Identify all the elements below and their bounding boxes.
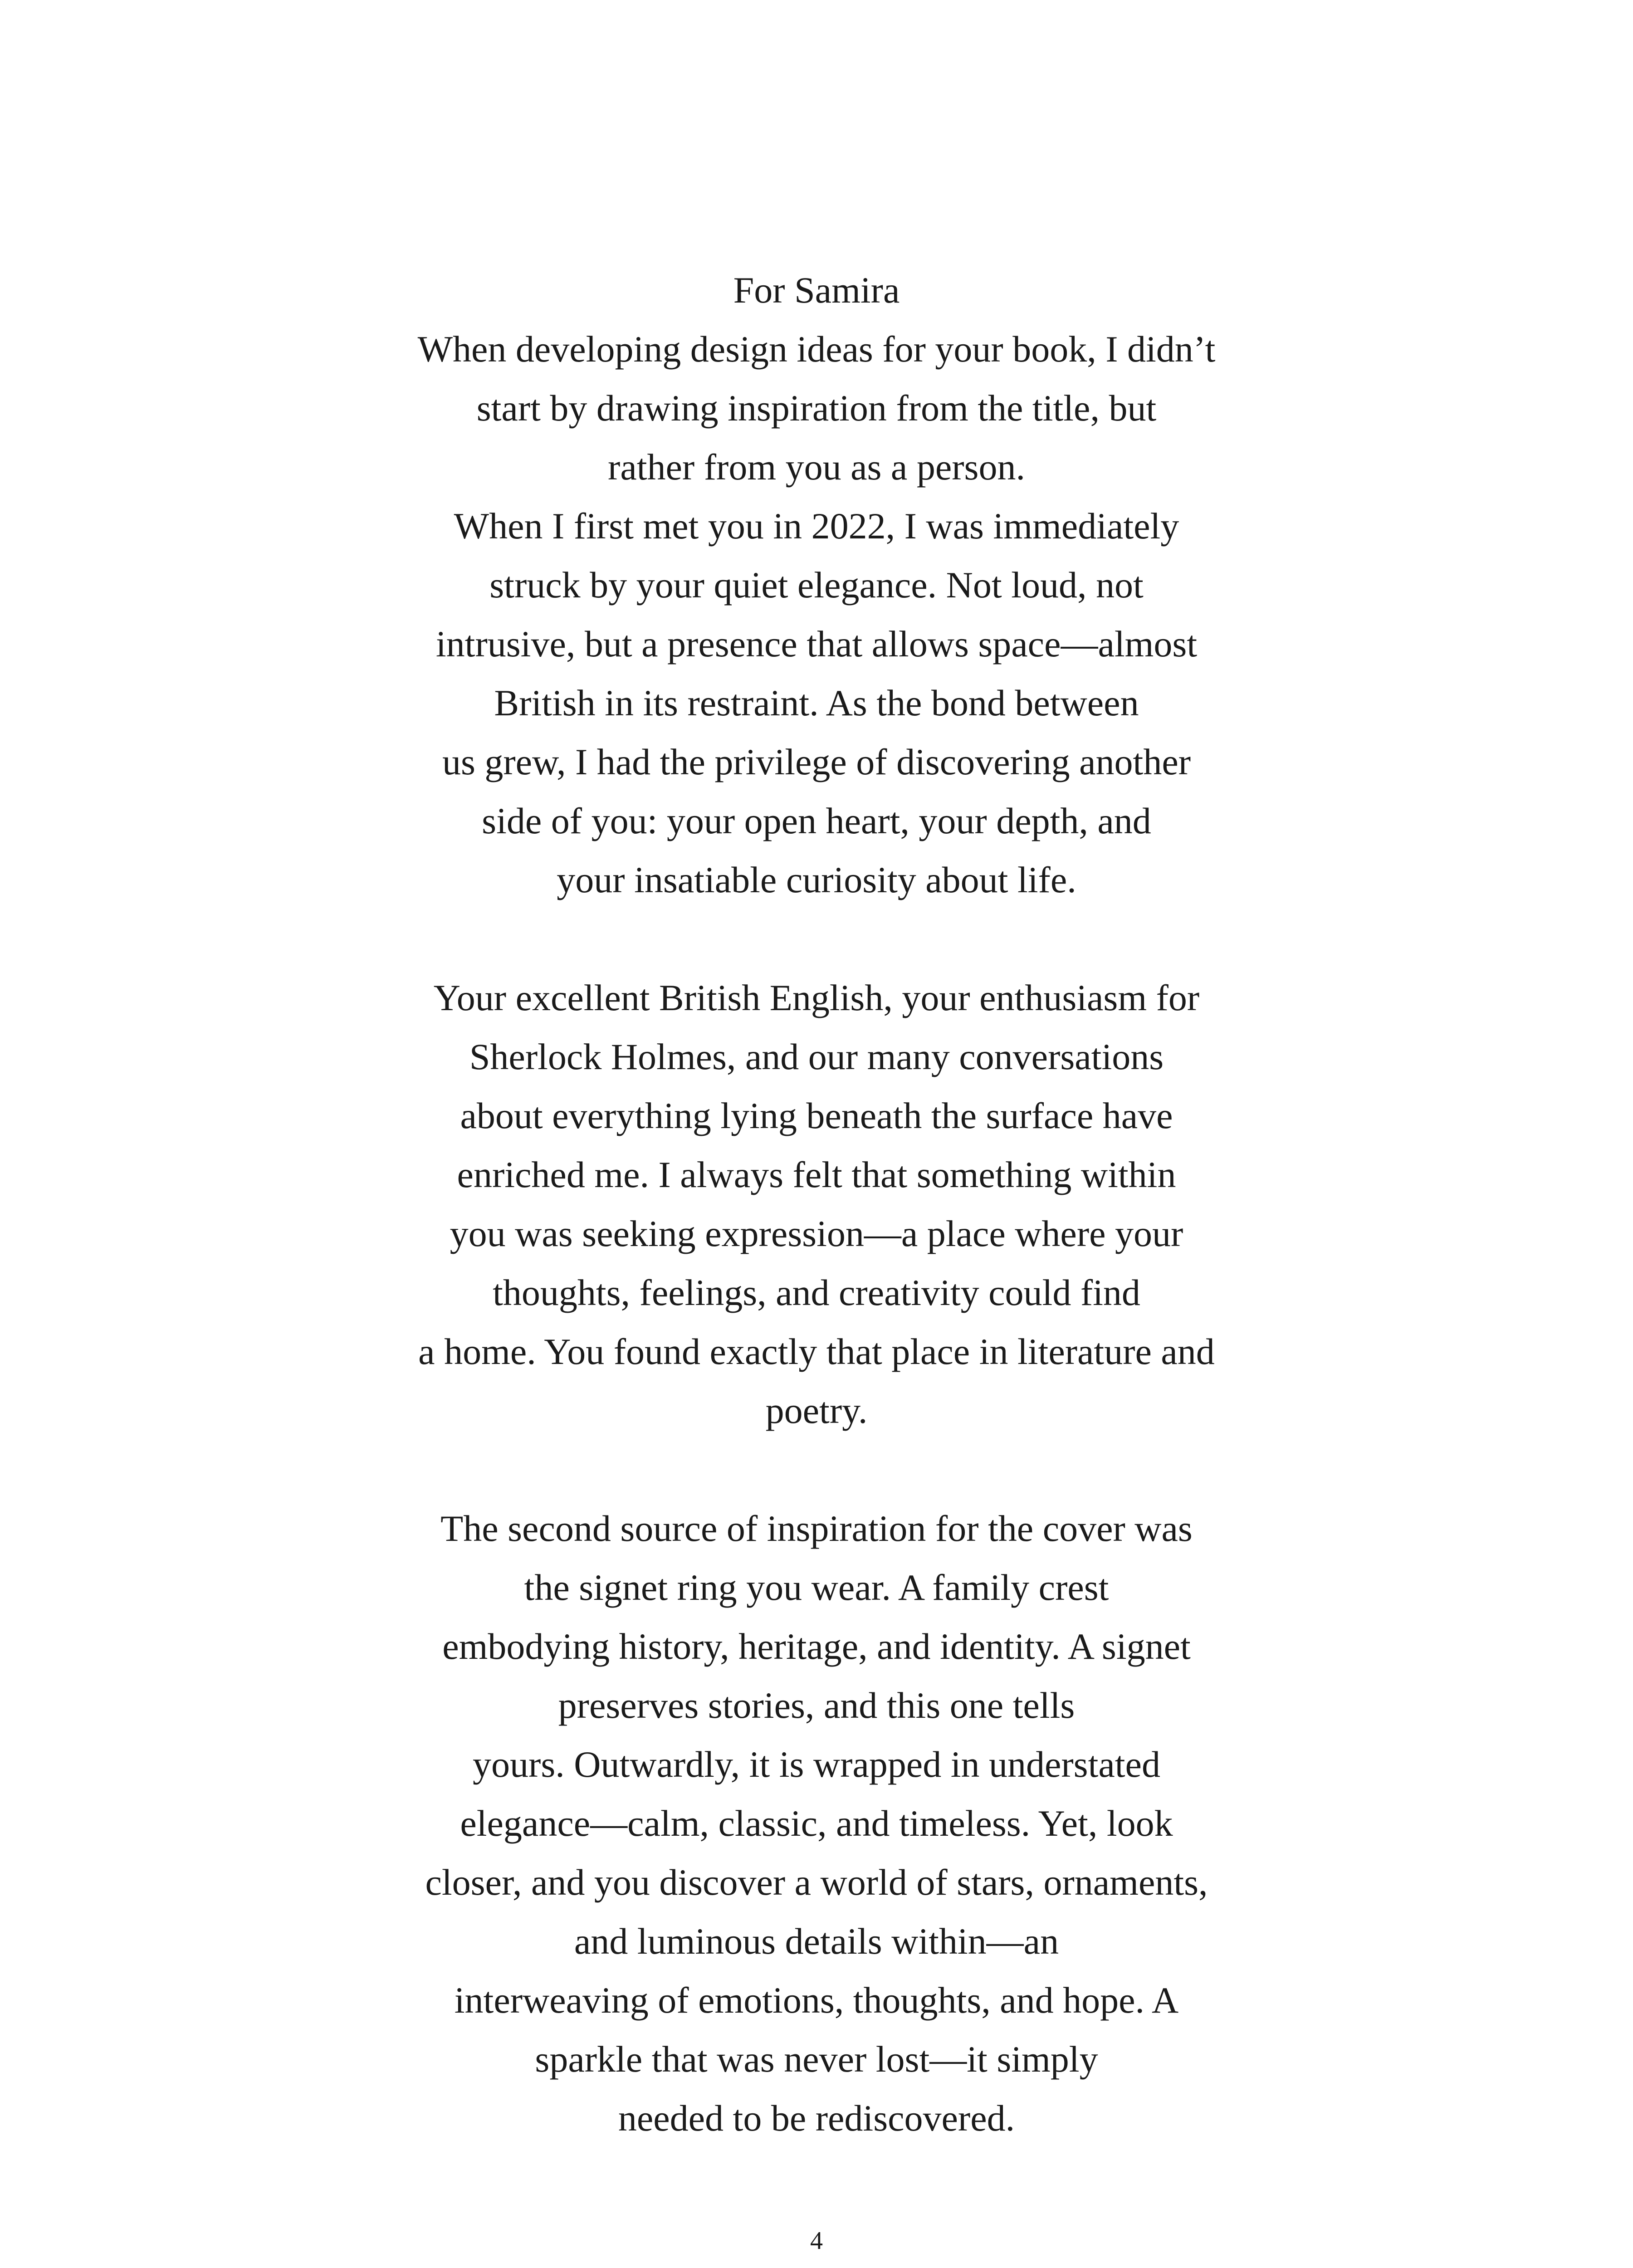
- paragraph-gap: [272, 1440, 1361, 1499]
- text-line: elegance—calm, classic, and timeless. Yet, look: [460, 1803, 1173, 1844]
- text-line: struck by your quiet elegance. Not loud, not: [489, 564, 1144, 606]
- text-line: a home. You found exactly that place in literature and: [418, 1331, 1215, 1372]
- text-line: When I first met you in 2022, I was immediately: [454, 505, 1179, 547]
- text-line: and luminous details within—an: [574, 1921, 1059, 1962]
- text-line: sparkle that was never lost—it simply: [535, 2038, 1098, 2080]
- text-line: closer, and you discover a world of stars, ornaments,: [425, 1862, 1208, 1903]
- text-line: British in its restraint. As the bond between: [494, 682, 1139, 723]
- text-line: Your excellent British English, your enthusiasm for: [433, 977, 1200, 1018]
- text-line: thoughts, feelings, and creativity could find: [493, 1272, 1140, 1313]
- dedication-line: For Samira: [733, 269, 900, 311]
- paragraph-1: [272, 320, 1361, 909]
- text-line: preserves stories, and this one tells: [558, 1685, 1075, 1726]
- letter-text: [272, 261, 1361, 2148]
- text-line: side of you: your open heart, your depth, and: [482, 800, 1151, 841]
- text-line: your insatiable curiosity about life.: [557, 859, 1076, 900]
- text-line: poetry.: [765, 1390, 868, 1431]
- text-line: embodying history, heritage, and identity. A signet: [442, 1626, 1191, 1667]
- text-line: The second source of inspiration for the cover was: [440, 1508, 1193, 1549]
- page-number: 4: [810, 2227, 823, 2255]
- text-line: us grew, I had the privilege of discovering another: [442, 741, 1191, 782]
- text-line: about everything lying beneath the surface have: [460, 1095, 1173, 1136]
- text-line: intrusive, but a presence that allows space—almost: [435, 623, 1198, 665]
- text-line: rather from you as a person.: [608, 446, 1025, 488]
- text-line: needed to be rediscovered.: [618, 2097, 1015, 2139]
- text-line: the signet ring you wear. A family crest: [524, 1567, 1109, 1608]
- text-line: you was seeking expression—a place where your: [450, 1213, 1183, 1254]
- text-line: enriched me. I always felt that something within: [457, 1154, 1176, 1195]
- paragraph-2: [272, 968, 1361, 1440]
- paragraph-3: [272, 1499, 1361, 2148]
- text-line: yours. Outwardly, it is wrapped in understated: [473, 1744, 1160, 1785]
- text-line: When developing design ideas for your book, I didn’t: [417, 328, 1216, 370]
- text-line: interweaving of emotions, thoughts, and hope. A: [454, 1980, 1179, 2021]
- text-line: start by drawing inspiration from the title, but: [476, 387, 1157, 429]
- paragraph-gap: [272, 909, 1361, 968]
- text-line: Sherlock Holmes, and our many conversations: [469, 1036, 1164, 1077]
